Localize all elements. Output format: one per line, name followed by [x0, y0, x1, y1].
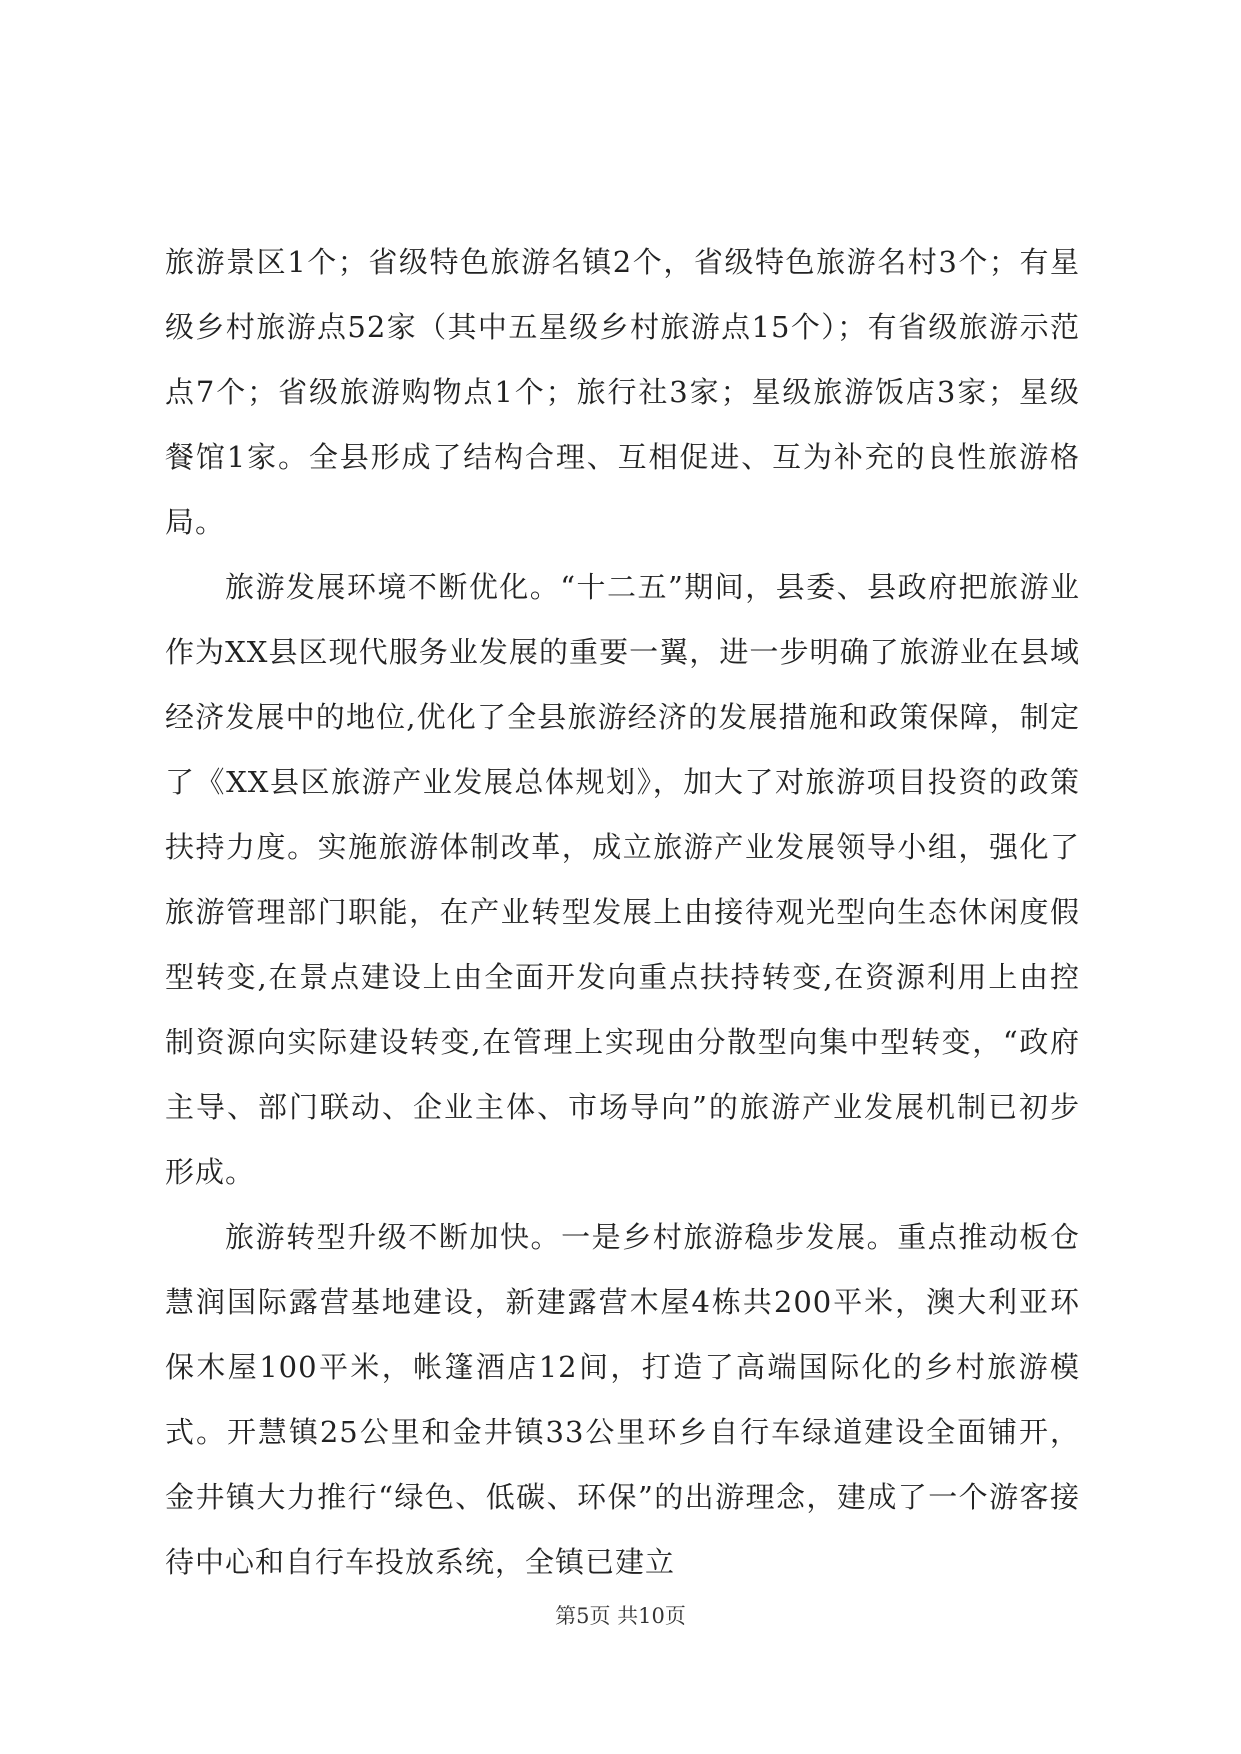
document-body — [165, 230, 1080, 1595]
paragraph-continued: 旅游景区1个；省级特色旅游名镇2个，省级特色旅游名村3个；有星级乡村旅游点52家（其中五星级乡村旅游点15个）；有省级旅游示范点7个；省级旅游购物点1个；旅行社3家；星级旅游饭店3家；星级餐馆1家。全县形成了结构合理、互相促进、互为补充的良性旅游格局。 — [165, 245, 1080, 539]
paragraph-tourism-upgrade: 旅游转型升级不断加快。一是乡村旅游稳步发展。重点推动板仓慧润国际露营基地建设，新建露营木屋4栋共200平米，澳大利亚环保木屋100平米，帐篷酒店12间，打造了高端国际化的乡村旅游模式。开慧镇25公里和金井镇33公里环乡自行车绿道建设全面铺开，金井镇大力推行“绿色、低碳、环保”的出游理念，建成了一个游客接待中心和自行车投放系统，全镇已建立 — [165, 1220, 1080, 1579]
paragraph-tourism-environment: 旅游发展环境不断优化。“十二五”期间，县委、县政府把旅游业作为XX县区现代服务业发展的重要一翼，进一步明确了旅游业在县域经济发展中的地位,优化了全县旅游经济的发展措施和政策保障，制定了《XX县区旅游产业发展总体规划》，加大了对旅游项目投资的政策扶持力度。实施旅游体制改革，成立旅游产业发展领导小组，强化了旅游管理部门职能，在产业转型发展上由接待观光型向生态休闲度假型转变,在景点建设上由全面开发向重点扶持转变,在资源利用上由控制资源向实际建设转变,在管理上实现由分散型向集中型转变，“政府主导、部门联动、企业主体、市场导向”的旅游产业发展机制已初步形成。 — [165, 570, 1080, 1189]
page-number-footer: 第5页 共10页 — [555, 1604, 686, 1628]
